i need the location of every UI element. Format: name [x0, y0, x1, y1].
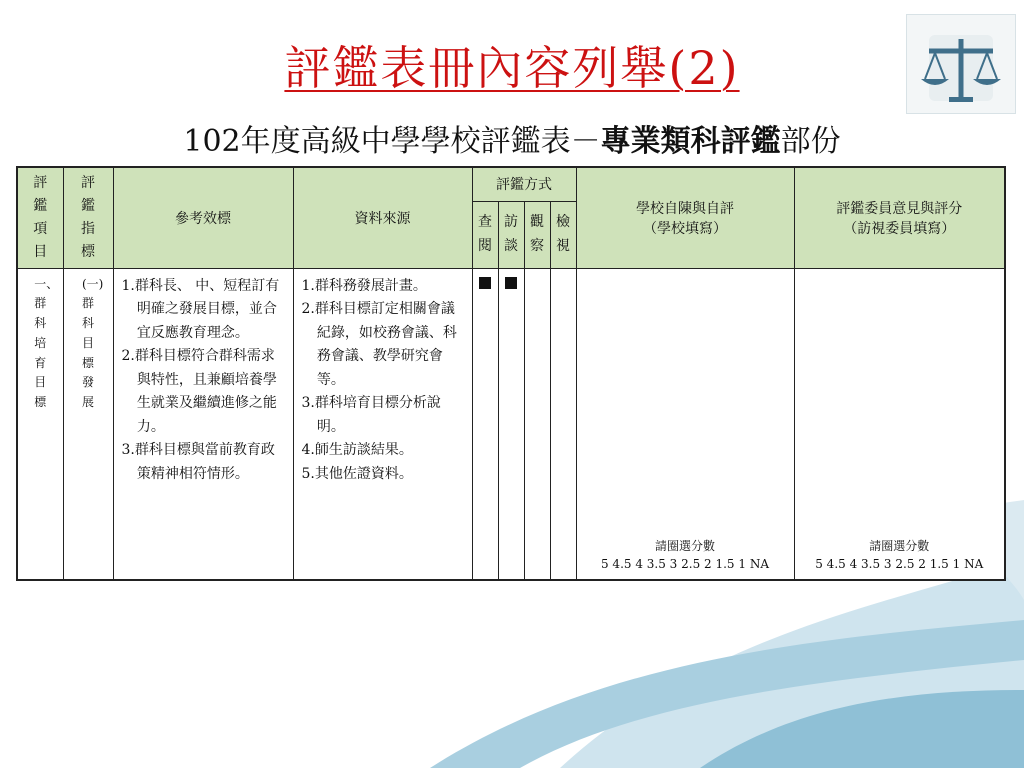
header-self-eval: 學校自陳與自評 （學校填寫） — [576, 167, 794, 268]
header-method-inspect: 檢視 — [550, 201, 576, 268]
subtitle-bold: 專業類科評鑑 — [600, 124, 781, 159]
subtitle-suffix: 部份 — [780, 124, 841, 159]
row-source — [293, 268, 472, 580]
method-interview-cell[interactable] — [498, 268, 524, 580]
source-item: 5.其他佐證資料。 — [301, 465, 413, 482]
filled-square-icon — [479, 277, 491, 289]
source-item: 4.師生訪談結果。 — [301, 442, 413, 459]
method-review-cell[interactable] — [472, 268, 498, 580]
committee-score-scale[interactable]: 5 4.5 4 3.5 3 2.5 2 1.5 1 NA — [815, 556, 984, 571]
committee-cell[interactable] — [794, 268, 1005, 580]
self-score-scale[interactable]: 5 4.5 4 3.5 3 2.5 2 1.5 1 NA — [600, 556, 769, 571]
committee-score — [795, 537, 1005, 573]
filled-square-icon — [505, 277, 517, 289]
header-reference: 參考效標 — [113, 167, 293, 268]
slide-title: 評鑑表冊內容列舉(2) — [284, 41, 740, 95]
source-item: 2.群科目標訂定相關會議紀錄，如校務會議、科務會議、教學研究會等。 — [301, 301, 457, 388]
reference-item: 3.群科目標與當前教育政策精神相符情形。 — [121, 442, 275, 482]
self-score-label: 請圈選分數 — [654, 538, 715, 553]
header-committee: 評鑑委員意見與評分 （訪視委員填寫） — [794, 167, 1005, 268]
evaluation-table — [16, 166, 1006, 581]
table-row — [17, 268, 1005, 580]
row-reference — [113, 268, 293, 580]
header-category: 評鑑項目 — [17, 167, 63, 268]
committee-score-label: 請圈選分數 — [869, 538, 930, 553]
reference-item: 2.群科目標符合群科需求與特性，且兼顧培養學生就業及繼續進修之能力。 — [121, 348, 277, 435]
reference-item: 1.群科長、 中、短程訂有明確之發展目標，並合宜反應教育理念。 — [121, 277, 280, 341]
self-eval-cell[interactable] — [576, 268, 794, 580]
source-item: 3.群科培育目標分析說明。 — [301, 395, 441, 435]
self-score — [577, 537, 794, 573]
header-method-review: 查閱 — [472, 201, 498, 268]
method-inspect-cell[interactable] — [550, 268, 576, 580]
subtitle-prefix: 102年度高級中學學校評鑑表－ — [183, 124, 601, 159]
source-item: 1.群科務發展計畫。 — [301, 277, 427, 294]
header-source: 資料來源 — [293, 167, 472, 268]
header-method-observe: 觀察 — [524, 201, 550, 268]
header-method-interview: 訪談 — [498, 201, 524, 268]
row-category: 一、群科培育目標 — [17, 268, 63, 580]
row-indicator: (一)群科目標發展 — [63, 268, 113, 580]
header-indicator: 評鑑指標 — [63, 167, 113, 268]
header-method: 評鑑方式 — [472, 167, 576, 201]
slide-subtitle — [0, 116, 1024, 160]
method-observe-cell[interactable] — [524, 268, 550, 580]
